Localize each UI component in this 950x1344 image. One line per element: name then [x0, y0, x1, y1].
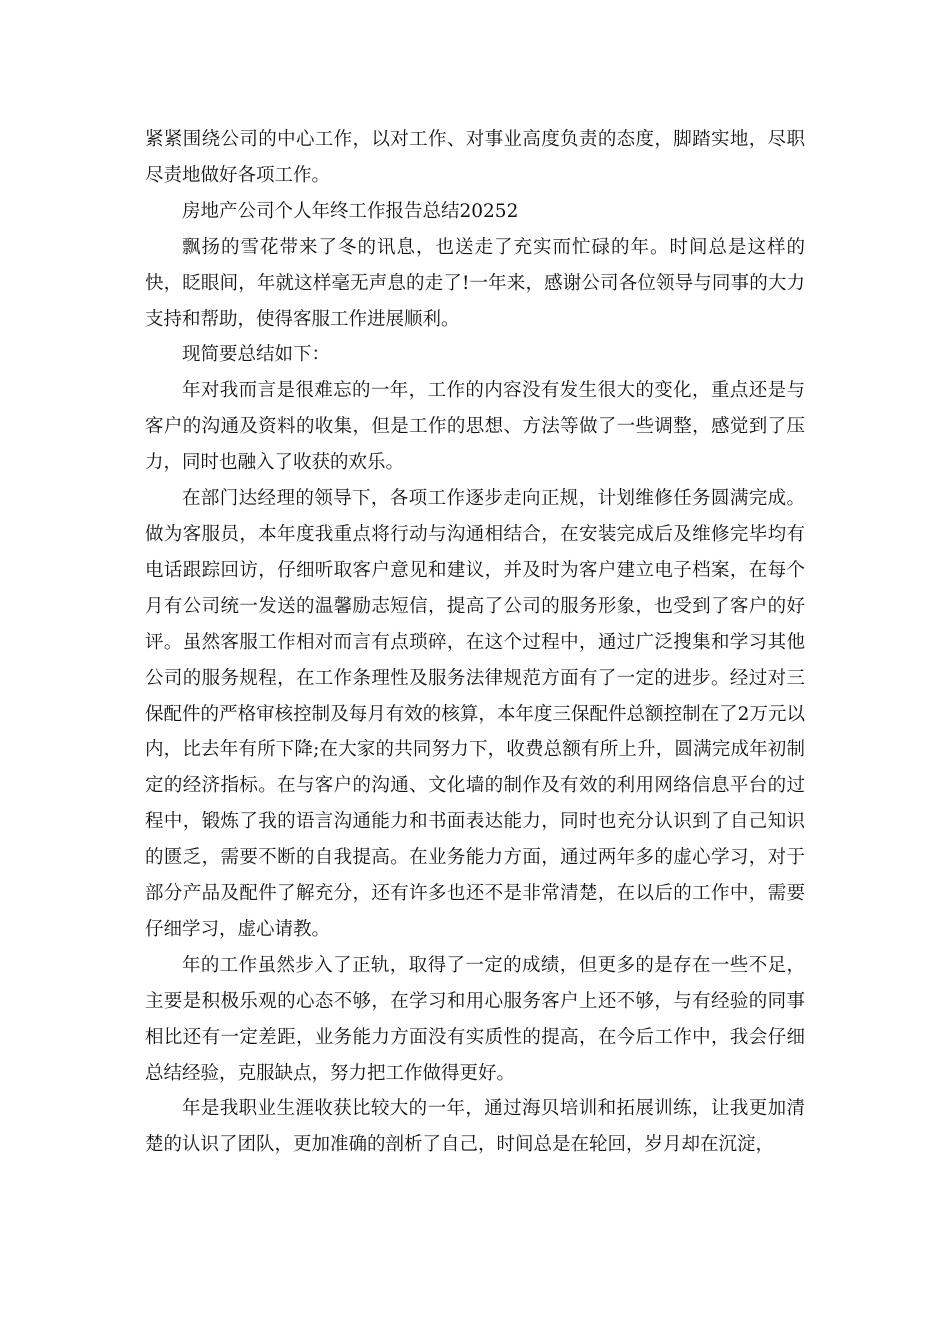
paragraph: 现简要总结如下： — [182, 344, 331, 366]
section-title: 房地产公司个人年终工作报告总结20252 — [182, 200, 519, 222]
paragraph: 年对我而言是很难忘的一年，工作的内容没有发生很大的变化，重点还是与客户的沟通及资料的收集，但是工作的思想、方法等做了一些调整，感觉到了压力，同时也融入了收获的欢乐。 — [145, 380, 805, 474]
paragraph: 年的工作虽然步入了正轨，取得了一定的成绩，但更多的是存在一些不足，主要是积极乐观的心态不够，在学习和用心服务客户上还不够，与有经验的同事相比还有一定差距，业务能力方面没有实质性的提高，在今后工作中，我会仔细总结经验，克服缺点，努力把工作做得更好。 — [145, 954, 805, 1084]
paragraph: 飘扬的雪花带来了冬的讯息，也送走了充实而忙碌的年。时间总是这样的快，眨眼间，年就这样毫无声息的走了!一年来，感谢公司各位领导与同事的大力支持和帮助，使得客服工作进展顺利。 — [145, 236, 805, 330]
paragraph: 在部门达经理的领导下，各项工作逐步走向正规，计划维修任务圆满完成。做为客服员，本年度我重点将行动与沟通相结合，在安装完成后及维修完毕均有电话跟踪回访，仔细听取客户意见和建议，并及时为客户建立电子档案，在每个月有公司统一发送的温馨励志短信，提高了公司的服务形象，也受到了客户的好评。虽然客服工作相对而言有点琐碎，在这个过程中，通过广泛搜集和学习其他公司的服务规程，在工作条理性及服务法律规范方面有了一定的进步。经过对三保配件的严格审核控制及每月有效的核算，本年度三保配件总额控制在了2万元以内，比去年有所下降;在大家的共同努力下，收费总额有所上升，圆满完成年初制定的经济指标。在与客户的沟通、文化墙的制作及有效的利用网络信息平台的过程中，锻炼了我的语言沟通能力和书面表达能力，同时也充分认识到了自己知识的匮乏，需要不断的自我提高。在业务能力方面，通过两年多的虚心学习，对于部分产品及配件了解充分，还有许多也还不是非常清楚，在以后的工作中，需要仔细学习，虚心请教。 — [145, 488, 805, 940]
document-body — [145, 122, 805, 1163]
paragraph: 年是我职业生涯收获比较大的一年，通过海贝培训和拓展训练，让我更加清楚的认识了团队，更加准确的剖析了自己，时间总是在轮回，岁月却在沉淀， — [145, 1098, 805, 1156]
paragraph-continuation: 紧紧围绕公司的中心工作，以对工作、对事业高度负责的态度，脚踏实地，尽职尽责地做好各项工作。 — [145, 129, 805, 186]
